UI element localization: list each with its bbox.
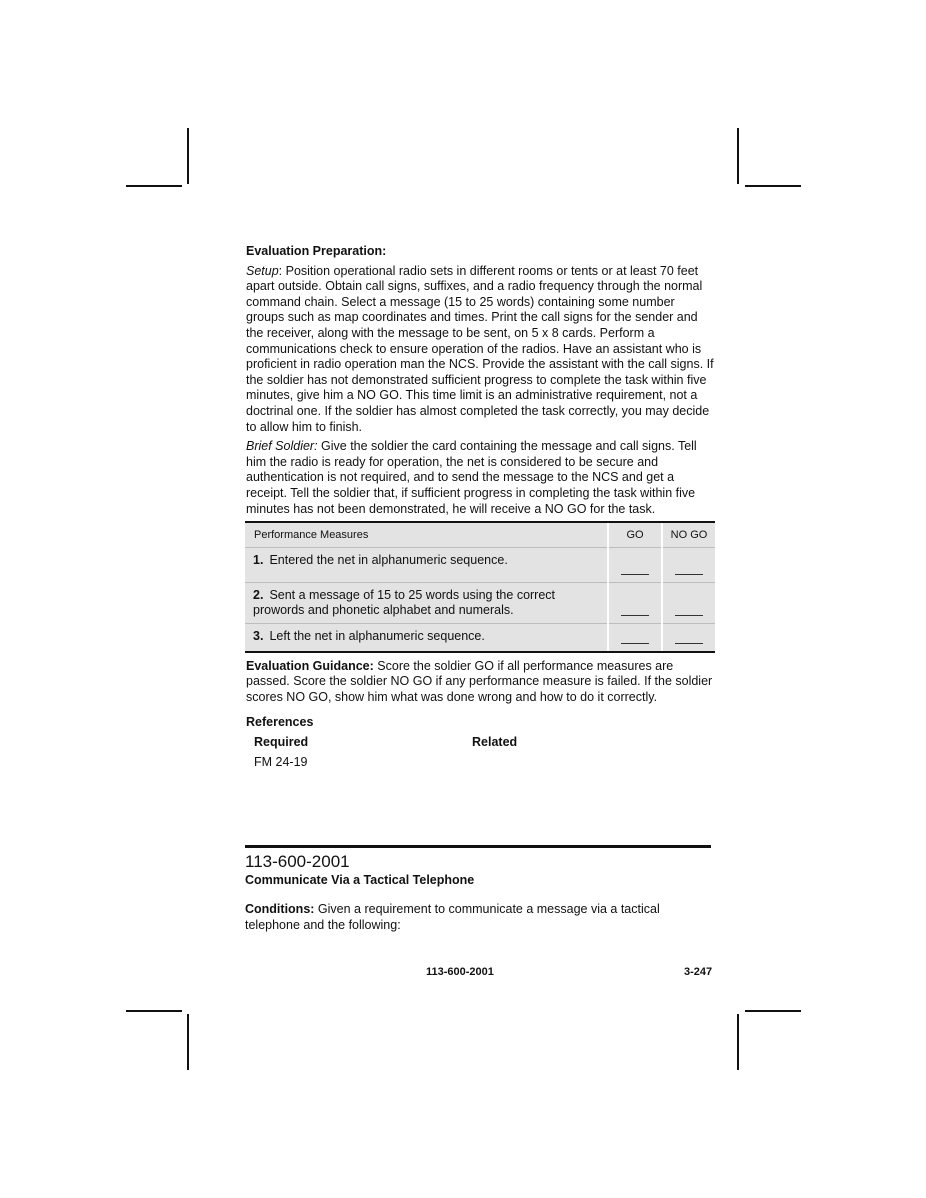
measure-number: 2. [253, 588, 264, 603]
measure-number: 3. [253, 629, 264, 644]
measure-text: Left the net in alphanumeric sequence. [269, 629, 485, 644]
no-go-blank[interactable] [662, 624, 715, 652]
crop-mark-bottom-left-h [126, 1010, 182, 1012]
brief-soldier-text: Give the soldier the card containing the message and call signs. Tell him the radio is ready for operation, the net is considered to be secure and authentication is not required, and to send the message to the NCS and get a receipt. Tell the soldier that, if sufficient progress in completing the task within five minutes has not been demonstrated, he will receive a NO GO for the task. [246, 439, 697, 516]
setup-label: Setup [246, 263, 279, 278]
go-blank[interactable] [608, 548, 662, 583]
references-heading: References [246, 715, 314, 730]
col-performance-measures: Performance Measures [245, 522, 608, 548]
setup-text: : Position operational radio sets in different rooms or tents or at least 70 feet apart outside. Obtain call signs, suffixes, and a radio frequency through the normal command chain. Select a message (15 to 25 words) containing some number groups such as map coordinates and times. Print the call signs for the sender and the receiver, along with the message to be sent, on 5 x 8 cards. Perform a communications check to ensure operation of the radios. Have an assistant who is proficient in radio operation man the NCS. Provide the assistant with the call signs. If the soldier has not demonstrated sufficient progress to complete the task within five minutes, give him a NO GO. This time limit is an administrative requirement, not a doctrinal one. If the soldier has almost completed the task correctly, you may decide to allow him to finish. [246, 263, 714, 434]
footer-task-id: 113-600-2001 [426, 966, 494, 978]
footer-page-number: 3-247 [684, 966, 713, 978]
required-reference: FM 24-19 [254, 755, 308, 770]
evaluation-preparation-heading: Evaluation Preparation: [246, 244, 387, 258]
crop-mark-top-right-h [745, 185, 801, 187]
measure-text: Sent a message of 15 to 25 words using the correct prowords and phonetic alphabet and numerals. [253, 588, 556, 618]
conditions-text: Given a requirement to communicate a message via a tactical telephone and the following: [245, 902, 660, 932]
go-blank[interactable] [608, 583, 662, 624]
measure-cell [245, 548, 608, 583]
crop-mark-top-left-h [126, 185, 182, 187]
crop-mark-bottom-left-v [187, 1014, 189, 1070]
related-label: Related [472, 735, 518, 750]
crop-mark-bottom-right-v [737, 1014, 739, 1070]
evaluation-guidance-label: Evaluation Guidance: [246, 658, 374, 673]
measure-cell [245, 583, 608, 624]
table-row [245, 548, 715, 583]
no-go-blank[interactable] [662, 583, 715, 624]
task-number: 113-600-2001 [245, 852, 350, 871]
performance-measures-table [245, 521, 715, 653]
table-row [245, 583, 715, 624]
crop-mark-top-left-v [187, 128, 189, 184]
go-blank[interactable] [608, 624, 662, 652]
measure-cell [245, 624, 608, 652]
measure-number: 1. [253, 553, 264, 568]
col-no-go: NO GO [662, 522, 715, 548]
col-go: GO [608, 522, 662, 548]
measure-text: Entered the net in alphanumeric sequence. [269, 553, 508, 568]
conditions-label: Conditions: [245, 902, 315, 916]
crop-mark-bottom-right-h [745, 1010, 801, 1012]
crop-mark-top-right-v [737, 128, 739, 184]
brief-soldier-label: Brief Soldier: [246, 439, 318, 454]
conditions-paragraph [245, 902, 715, 933]
table-row [245, 624, 715, 652]
section-divider [245, 845, 711, 848]
references-section [245, 715, 715, 769]
evaluation-guidance-paragraph [246, 659, 715, 706]
table-header-row [245, 522, 715, 548]
no-go-blank[interactable] [662, 548, 715, 583]
evaluation-guidance-text: Score the soldier GO if all performance measures are passed. Score the soldier NO GO if any performance measure is failed. If the soldier scores NO GO, show him what was done wrong and how to do it correctly. [246, 658, 713, 704]
task-title: Communicate Via a Tactical Telephone [245, 873, 475, 887]
required-label: Required [254, 735, 309, 750]
setup-paragraph [246, 264, 715, 436]
brief-soldier-paragraph [246, 439, 715, 517]
page-content [245, 244, 715, 769]
